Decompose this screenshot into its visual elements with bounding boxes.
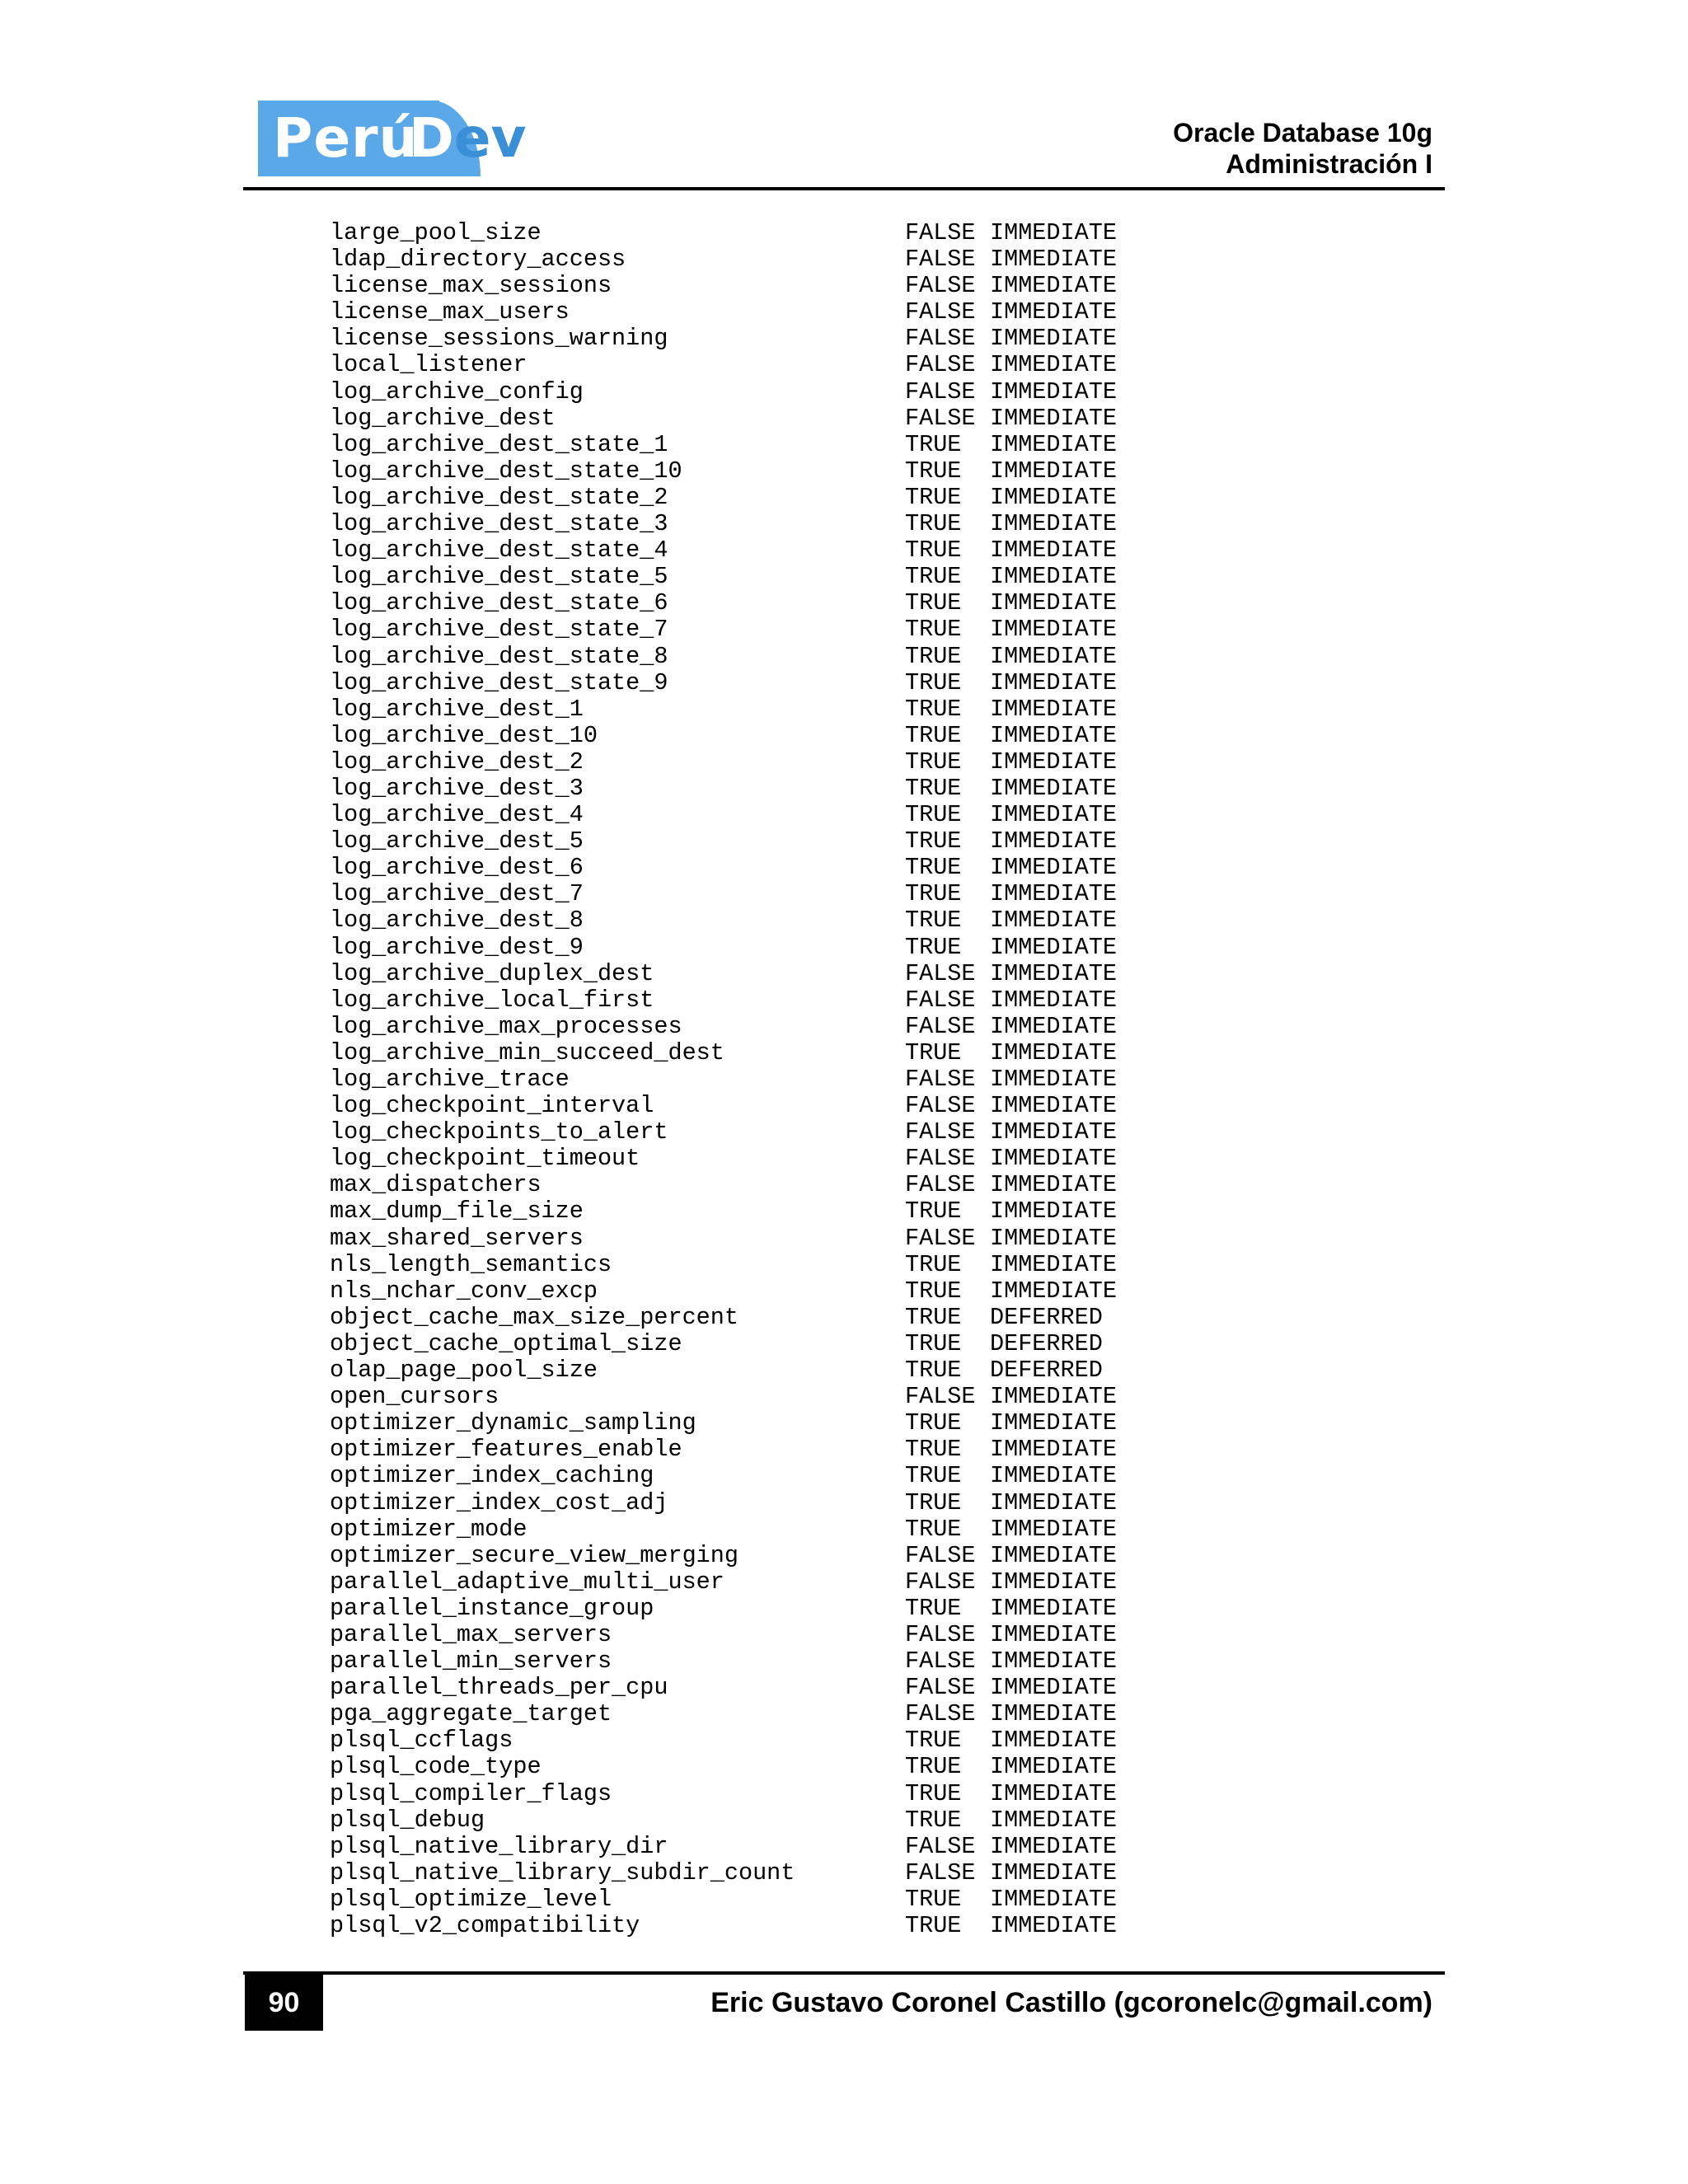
parameter-change-type: IMMEDIATE [990, 404, 1117, 432]
parameter-change-type: IMMEDIATE [990, 827, 1117, 855]
parameter-name: log_archive_dest_2 [330, 748, 584, 776]
parameter-name: plsql_native_library_dir [330, 1832, 668, 1860]
parameter-row [330, 1172, 1117, 1198]
parameter-name: log_archive_dest_state_8 [330, 642, 668, 670]
parameter-modifiable: TRUE [905, 1409, 962, 1437]
parameter-change-type: IMMEDIATE [990, 748, 1117, 776]
parameter-row [330, 590, 1117, 616]
parameter-change-type: IMMEDIATE [990, 1753, 1117, 1781]
parameter-name: log_archive_dest_8 [330, 907, 584, 935]
parameter-change-type: IMMEDIATE [990, 1568, 1117, 1596]
parameter-row [330, 1622, 1117, 1648]
header-title-line-1: Oracle Database 10g [1173, 118, 1432, 148]
parameter-modifiable: FALSE [905, 1832, 976, 1860]
parameter-row [330, 485, 1117, 511]
parameter-name: log_archive_local_first [330, 986, 654, 1014]
parameter-change-type: IMMEDIATE [990, 959, 1117, 987]
footer-divider [243, 1971, 1445, 1975]
parameter-change-type: IMMEDIATE [990, 325, 1117, 353]
parameter-modifiable: FALSE [905, 404, 976, 432]
parameter-row [330, 1331, 1117, 1357]
parameter-name: optimizer_features_enable [330, 1436, 682, 1464]
parameter-modifiable: TRUE [905, 457, 962, 485]
parameter-name: log_archive_dest_state_2 [330, 483, 668, 511]
parameter-name: plsql_v2_compatibility [330, 1912, 640, 1939]
parameter-row [330, 1675, 1117, 1701]
parameter-change-type: IMMEDIATE [990, 1832, 1117, 1860]
parameter-change-type: IMMEDIATE [990, 1594, 1117, 1622]
parameter-change-type: IMMEDIATE [990, 907, 1117, 935]
parameter-name: plsql_debug [330, 1806, 485, 1834]
parameter-row [330, 828, 1117, 855]
parameter-name: log_archive_min_succeed_dest [330, 1038, 724, 1066]
parameter-change-type: IMMEDIATE [990, 483, 1117, 511]
logo-text-dev-rest: ev [453, 106, 527, 170]
parameter-change-type: IMMEDIATE [990, 1118, 1117, 1146]
parameter-name: plsql_ccflags [330, 1727, 513, 1755]
parameter-name: log_archive_dest_10 [330, 721, 598, 749]
parameter-modifiable: TRUE [905, 1197, 962, 1226]
parameter-row [330, 1093, 1117, 1119]
parameter-change-type: IMMEDIATE [990, 1145, 1117, 1173]
parameter-modifiable: FALSE [905, 1383, 976, 1411]
parameter-modifiable: TRUE [905, 1357, 962, 1385]
parameter-row [330, 1410, 1117, 1436]
parameter-change-type: IMMEDIATE [990, 1488, 1117, 1516]
parameter-name: log_archive_dest_4 [330, 801, 584, 829]
header-divider [243, 187, 1445, 190]
parameter-name: log_archive_dest_3 [330, 774, 584, 802]
parameter-row [330, 1146, 1117, 1172]
parameter-modifiable: TRUE [905, 1462, 962, 1490]
parameter-name: open_cursors [330, 1383, 499, 1411]
parameter-change-type: IMMEDIATE [990, 430, 1117, 458]
parameter-modifiable: TRUE [905, 748, 962, 776]
parameter-row [330, 1014, 1117, 1040]
parameter-name: plsql_optimize_level [330, 1885, 612, 1913]
parameter-name: parallel_adaptive_multi_user [330, 1568, 724, 1596]
parameter-modifiable: TRUE [905, 616, 962, 644]
parameter-row [330, 1357, 1117, 1384]
parameter-modifiable: TRUE [905, 1329, 962, 1357]
parameter-change-type: IMMEDIATE [990, 668, 1117, 696]
parameter-change-type: IMMEDIATE [990, 219, 1117, 246]
parameter-modifiable: FALSE [905, 1674, 976, 1702]
parameter-modifiable: FALSE [905, 1092, 976, 1120]
parameter-modifiable: FALSE [905, 1066, 976, 1093]
parameter-change-type: IMMEDIATE [990, 589, 1117, 617]
parameter-modifiable: TRUE [905, 430, 962, 458]
parameter-modifiable: FALSE [905, 351, 976, 379]
parameter-name: log_archive_dest_state_9 [330, 668, 668, 696]
parameter-modifiable: TRUE [905, 1488, 962, 1516]
parameter-name: log_checkpoint_timeout [330, 1145, 640, 1173]
parameter-name: nls_nchar_conv_excp [330, 1277, 598, 1305]
parameter-name: optimizer_index_cost_adj [330, 1488, 668, 1516]
parameter-row [330, 1516, 1117, 1543]
parameter-change-type: IMMEDIATE [990, 986, 1117, 1014]
parameter-row [330, 855, 1117, 881]
parameter-row [330, 644, 1117, 670]
parameter-row [330, 246, 1117, 273]
parameter-name: log_archive_dest_state_3 [330, 510, 668, 538]
parameter-row [330, 1701, 1117, 1727]
parameter-change-type: IMMEDIATE [990, 1383, 1117, 1411]
parameter-modifiable: FALSE [905, 219, 976, 246]
parameter-row [330, 1198, 1117, 1225]
parameter-name: plsql_native_library_subdir_count [330, 1858, 795, 1886]
parameter-modifiable: TRUE [905, 1250, 962, 1278]
parameter-name: optimizer_mode [330, 1515, 528, 1543]
parameter-change-type: IMMEDIATE [990, 298, 1117, 326]
parameter-modifiable: TRUE [905, 1038, 962, 1066]
parameter-row [330, 1860, 1117, 1886]
parameter-change-type: IMMEDIATE [990, 1277, 1117, 1305]
parameter-name: license_max_users [330, 298, 570, 326]
parameter-name: license_max_sessions [330, 272, 612, 300]
parameter-name: log_archive_trace [330, 1066, 570, 1093]
parameter-modifiable: TRUE [905, 1779, 962, 1807]
parameter-row [330, 537, 1117, 564]
parameter-modifiable: TRUE [905, 721, 962, 749]
parameter-change-type: IMMEDIATE [990, 801, 1117, 829]
parameter-modifiable: TRUE [905, 510, 962, 538]
parameter-modifiable: TRUE [905, 880, 962, 908]
parameter-name: log_archive_dest_1 [330, 695, 584, 723]
parameter-change-type: IMMEDIATE [990, 1250, 1117, 1278]
parameter-name: log_archive_dest_7 [330, 880, 584, 908]
parameter-modifiable: FALSE [905, 1858, 976, 1886]
parameter-modifiable: FALSE [905, 377, 976, 405]
parameter-name: optimizer_index_caching [330, 1462, 654, 1490]
parameter-modifiable: TRUE [905, 1515, 962, 1543]
parameter-modifiable: TRUE [905, 933, 962, 961]
parameter-row [330, 1040, 1117, 1066]
parameter-modifiable: FALSE [905, 1568, 976, 1596]
parameter-name: log_archive_max_processes [330, 1012, 682, 1040]
peru-dev-logo [258, 101, 527, 180]
parameter-change-type: IMMEDIATE [990, 774, 1117, 802]
parameter-name: license_sessions_warning [330, 325, 668, 353]
parameter-modifiable: TRUE [905, 1277, 962, 1305]
parameter-row [330, 220, 1117, 246]
parameter-modifiable: FALSE [905, 1012, 976, 1040]
parameter-row [330, 1543, 1117, 1569]
parameter-modifiable: FALSE [905, 1700, 976, 1728]
parameter-change-type: IMMEDIATE [990, 1409, 1117, 1437]
logo-text-dev-first: D [409, 106, 454, 170]
parameter-row [330, 1754, 1117, 1780]
parameter-modifiable: TRUE [905, 1885, 962, 1913]
parameter-modifiable: FALSE [905, 298, 976, 326]
parameter-modifiable: TRUE [905, 1594, 962, 1622]
parameter-row [330, 326, 1117, 352]
parameter-modifiable: TRUE [905, 854, 962, 882]
parameter-name: log_archive_dest_state_10 [330, 457, 682, 485]
parameter-modifiable: TRUE [905, 695, 962, 723]
parameter-name: log_archive_duplex_dest [330, 959, 654, 987]
parameter-change-type: DEFERRED [990, 1303, 1103, 1331]
parameter-row [330, 696, 1117, 723]
parameter-modifiable: TRUE [905, 1806, 962, 1834]
parameter-name: log_archive_dest [330, 404, 556, 432]
parameter-row [330, 1278, 1117, 1305]
parameter-change-type: IMMEDIATE [990, 272, 1117, 300]
parameter-modifiable: FALSE [905, 272, 976, 300]
parameter-change-type: IMMEDIATE [990, 457, 1117, 485]
parameter-row [330, 1305, 1117, 1331]
parameter-change-type: IMMEDIATE [990, 1700, 1117, 1728]
parameter-name: log_checkpoints_to_alert [330, 1118, 668, 1146]
parameter-change-type: IMMEDIATE [990, 1171, 1117, 1199]
parameter-modifiable: TRUE [905, 483, 962, 511]
parameter-name: log_archive_config [330, 377, 584, 405]
parameter-change-type: IMMEDIATE [990, 1806, 1117, 1834]
parameter-row [330, 1781, 1117, 1807]
parameter-row [330, 405, 1117, 432]
parameter-modifiable: TRUE [905, 668, 962, 696]
parameter-row [330, 1226, 1117, 1252]
parameter-change-type: IMMEDIATE [990, 1436, 1117, 1464]
parameter-modifiable: FALSE [905, 325, 976, 353]
parameter-row [330, 670, 1117, 696]
parameter-change-type: IMMEDIATE [990, 1912, 1117, 1939]
parameter-change-type: IMMEDIATE [990, 1038, 1117, 1066]
parameter-change-type: IMMEDIATE [990, 537, 1117, 565]
parameter-row [330, 1648, 1117, 1675]
parameter-name: log_archive_dest_state_6 [330, 589, 668, 617]
parameter-change-type: IMMEDIATE [990, 1727, 1117, 1755]
parameter-name: log_archive_dest_state_4 [330, 537, 668, 565]
parameter-row [330, 379, 1117, 405]
parameter-change-type: IMMEDIATE [990, 1647, 1117, 1675]
parameter-change-type: IMMEDIATE [990, 377, 1117, 405]
parameter-row [330, 616, 1117, 643]
parameter-row [330, 1569, 1117, 1596]
parameter-row [330, 1490, 1117, 1516]
parameter-row [330, 723, 1117, 749]
parameter-change-type: IMMEDIATE [990, 880, 1117, 908]
parameter-row [330, 1436, 1117, 1463]
parameter-modifiable: TRUE [905, 801, 962, 829]
parameter-name: plsql_compiler_flags [330, 1779, 612, 1807]
parameter-modifiable: FALSE [905, 1145, 976, 1173]
parameter-name: parallel_instance_group [330, 1594, 654, 1622]
parameter-modifiable: TRUE [905, 1303, 962, 1331]
parameter-name: parallel_threads_per_cpu [330, 1674, 668, 1702]
parameter-row [330, 511, 1117, 537]
parameter-change-type: IMMEDIATE [990, 1885, 1117, 1913]
parameter-row [330, 881, 1117, 907]
parameter-modifiable: FALSE [905, 1171, 976, 1199]
parameter-change-type: IMMEDIATE [990, 933, 1117, 961]
parameter-modifiable: TRUE [905, 827, 962, 855]
parameter-change-type: IMMEDIATE [990, 1012, 1117, 1040]
parameter-row [330, 1913, 1117, 1939]
parameter-modifiable: TRUE [905, 589, 962, 617]
parameter-row [330, 1463, 1117, 1489]
parameter-name: optimizer_dynamic_sampling [330, 1409, 696, 1437]
parameter-name: plsql_code_type [330, 1753, 542, 1781]
parameter-change-type: IMMEDIATE [990, 1224, 1117, 1252]
parameter-row [330, 935, 1117, 961]
parameter-name: log_archive_dest_5 [330, 827, 584, 855]
parameter-name: log_archive_dest_state_5 [330, 563, 668, 591]
parameter-change-type: IMMEDIATE [990, 1858, 1117, 1886]
parameter-change-type: IMMEDIATE [990, 1779, 1117, 1807]
parameter-row [330, 802, 1117, 828]
parameter-modifiable: TRUE [905, 1912, 962, 1939]
parameter-change-type: IMMEDIATE [990, 1197, 1117, 1226]
parameter-modifiable: FALSE [905, 246, 976, 274]
parameter-row [330, 907, 1117, 934]
parameter-name: optimizer_secure_view_merging [330, 1541, 738, 1569]
parameter-row [330, 1834, 1117, 1860]
parameter-change-type: DEFERRED [990, 1329, 1103, 1357]
parameter-modifiable: FALSE [905, 1118, 976, 1146]
parameter-name: log_archive_dest_6 [330, 854, 584, 882]
parameter-row [330, 458, 1117, 485]
parameter-row [330, 273, 1117, 299]
parameter-change-type: IMMEDIATE [990, 1066, 1117, 1093]
parameter-row [330, 352, 1117, 378]
parameter-change-type: DEFERRED [990, 1357, 1103, 1385]
parameter-row [330, 299, 1117, 326]
parameter-change-type: IMMEDIATE [990, 642, 1117, 670]
parameter-modifiable: TRUE [905, 1436, 962, 1464]
parameter-change-type: IMMEDIATE [990, 695, 1117, 723]
logo-text-peru: Perú [273, 106, 419, 170]
parameter-modifiable: TRUE [905, 774, 962, 802]
parameter-modifiable: TRUE [905, 907, 962, 935]
parameter-name: pga_aggregate_target [330, 1700, 612, 1728]
parameter-change-type: IMMEDIATE [990, 1462, 1117, 1490]
parameter-name: object_cache_optimal_size [330, 1329, 682, 1357]
parameter-modifiable: FALSE [905, 1224, 976, 1252]
parameter-row [330, 1384, 1117, 1410]
parameter-name: parallel_max_servers [330, 1620, 612, 1648]
parameter-row [330, 564, 1117, 590]
parameter-row [330, 1596, 1117, 1622]
parameter-name: log_archive_dest_state_1 [330, 430, 668, 458]
parameter-row [330, 749, 1117, 776]
parameter-change-type: IMMEDIATE [990, 1620, 1117, 1648]
parameter-listing [330, 220, 1117, 1939]
parameter-name: max_shared_servers [330, 1224, 584, 1252]
parameter-change-type: IMMEDIATE [990, 616, 1117, 644]
parameter-change-type: IMMEDIATE [990, 510, 1117, 538]
parameter-change-type: IMMEDIATE [990, 721, 1117, 749]
parameter-name: log_archive_dest_state_7 [330, 616, 668, 644]
parameter-name: log_archive_dest_9 [330, 933, 584, 961]
parameter-name: olap_page_pool_size [330, 1357, 598, 1385]
parameter-name: nls_length_semantics [330, 1250, 612, 1278]
header-title-line-2: Administración I [1226, 149, 1432, 179]
parameter-change-type: IMMEDIATE [990, 854, 1117, 882]
page-number: 90 [245, 1975, 323, 2031]
parameter-name: ldap_directory_access [330, 246, 626, 274]
parameter-change-type: IMMEDIATE [990, 351, 1117, 379]
parameter-name: large_pool_size [330, 219, 542, 246]
header-title [1173, 117, 1432, 180]
parameter-modifiable: TRUE [905, 563, 962, 591]
parameter-modifiable: TRUE [905, 1753, 962, 1781]
parameter-change-type: IMMEDIATE [990, 1515, 1117, 1543]
parameter-name: max_dispatchers [330, 1171, 542, 1199]
parameter-modifiable: TRUE [905, 1727, 962, 1755]
parameter-row [330, 1252, 1117, 1278]
parameter-name: parallel_min_servers [330, 1647, 612, 1675]
logo-text-dev [409, 105, 527, 171]
parameter-modifiable: FALSE [905, 1620, 976, 1648]
parameter-modifiable: TRUE [905, 642, 962, 670]
parameter-change-type: IMMEDIATE [990, 563, 1117, 591]
parameter-modifiable: FALSE [905, 1541, 976, 1569]
parameter-name: local_listener [330, 351, 528, 379]
parameter-modifiable: FALSE [905, 959, 976, 987]
parameter-change-type: IMMEDIATE [990, 1541, 1117, 1569]
parameter-name: max_dump_file_size [330, 1197, 584, 1226]
parameter-row [330, 1807, 1117, 1834]
parameter-change-type: IMMEDIATE [990, 1092, 1117, 1120]
parameter-row [330, 961, 1117, 987]
footer-author: Eric Gustavo Coronel Castillo (gcoronelc@gmail.com) [710, 1987, 1432, 2018]
parameter-change-type: IMMEDIATE [990, 246, 1117, 274]
parameter-modifiable: TRUE [905, 537, 962, 565]
parameter-modifiable: FALSE [905, 986, 976, 1014]
parameter-name: log_checkpoint_interval [330, 1092, 654, 1120]
parameter-row [330, 1886, 1117, 1913]
parameter-change-type: IMMEDIATE [990, 1674, 1117, 1702]
parameter-row [330, 1066, 1117, 1093]
parameter-row [330, 987, 1117, 1014]
parameter-row [330, 1727, 1117, 1754]
parameter-modifiable: FALSE [905, 1647, 976, 1675]
parameter-row [330, 432, 1117, 458]
parameter-row [330, 1119, 1117, 1146]
parameter-name: object_cache_max_size_percent [330, 1303, 738, 1331]
parameter-row [330, 776, 1117, 802]
